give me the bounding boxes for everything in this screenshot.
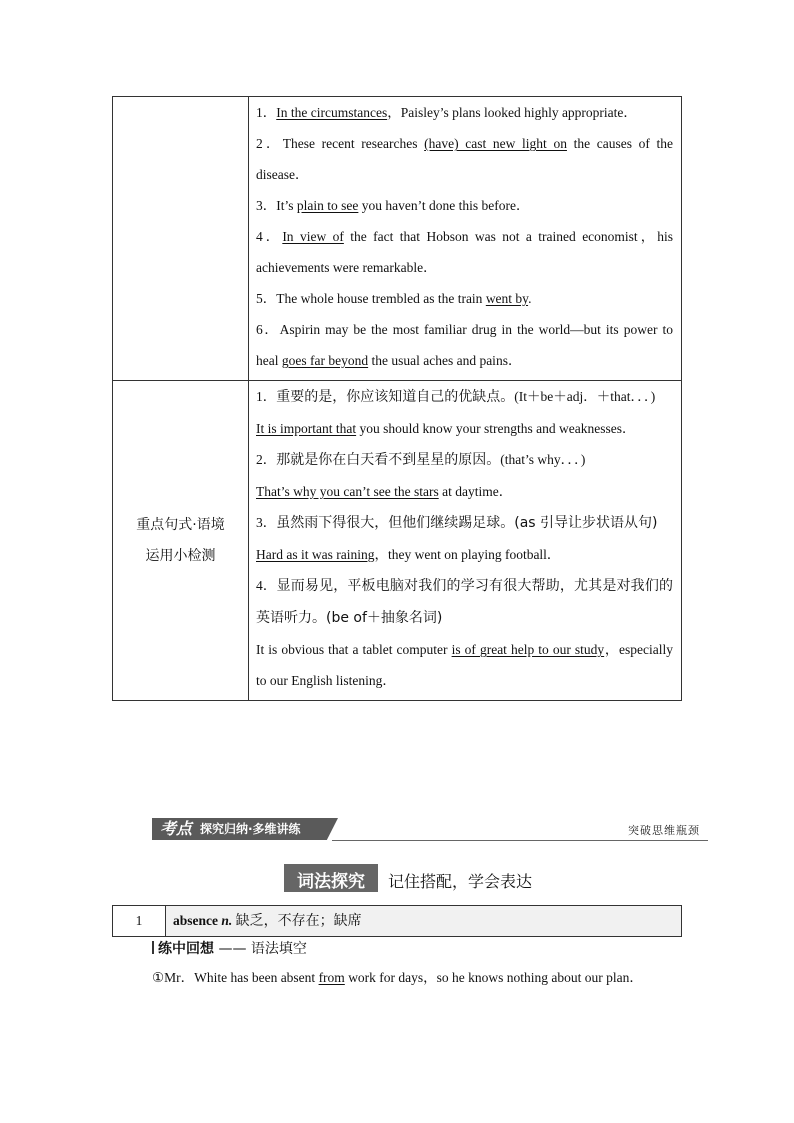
answer-underline: In the circumstances	[276, 105, 388, 120]
answer-underline: plain to see	[296, 198, 359, 213]
answer-underline: Hard as it was raining	[256, 547, 375, 562]
vocab-items-cell	[249, 97, 682, 381]
sentence-question-3: 3．虽然雨下得很大，但他们继续踢足球。(as 引导让步状语从句)	[256, 515, 658, 531]
answer-underline: In view of	[282, 229, 344, 244]
sentence-question-2: 2．那就是你在白天看不到星星的原因。(that’s why．．．)	[256, 452, 586, 468]
answer-underline: (have) cast new light on	[424, 136, 567, 151]
heading-bar	[152, 941, 154, 954]
sentence-items-cell	[249, 381, 682, 701]
kaodian-banner	[152, 816, 708, 842]
sentence-answer-1: It is important that you should know your strengths and weaknesses．	[256, 421, 636, 436]
vocab-item-4: 4．In view of the fact that Hobson was not a trained economist，his achievements were remarkable．	[256, 229, 673, 275]
banner-rule	[332, 840, 708, 841]
vocab-row	[113, 97, 682, 381]
content-table	[112, 96, 682, 701]
answer-underline: goes far beyond	[281, 353, 369, 368]
banner-text: 探究归纳·多维讲练	[200, 822, 301, 836]
banner-right-text: 突破思维瓶颈	[628, 824, 700, 837]
vocab-item-5: 5．The whole house trembled as the train went by.	[256, 291, 532, 306]
answer-underline: from	[318, 970, 345, 985]
sentence-answer-4: It is obvious that a tablet computer is of great help to our study，especially to our English listening．	[256, 642, 673, 688]
vocab-entry-header	[112, 905, 682, 937]
sentence-question-1: 1．重要的是，你应该知道自己的优缺点。(It＋be＋adj．＋that．．．)	[256, 389, 656, 405]
answer-underline: is of great help to our study	[451, 642, 605, 657]
answer-underline: It is important that	[256, 421, 357, 436]
practice-heading: 练中回想 —— 语法填空	[152, 938, 307, 958]
section-label-line1: 重点句式·语境	[136, 516, 225, 533]
sentence-label-cell	[113, 381, 249, 701]
vocab-item-1: 1．In the circumstances，Paisley’s plans looked highly appropriate．	[256, 105, 637, 120]
entry-word: absence n. 缺乏，不存在；缺席	[173, 913, 362, 929]
answer-underline: That’s why you can’t see the stars	[256, 484, 439, 499]
vocab-item-3: 3．It’s plain to see you haven’t done this before．	[256, 198, 530, 213]
vocab-label-cell	[113, 97, 249, 381]
exercise-sentence: ①Mr．White has been absent from work for days，so he knows nothing about our plan．	[152, 970, 643, 985]
entry-number: 1	[113, 906, 166, 936]
section-label-line2: 运用小检测	[145, 547, 216, 564]
section-title-box: 词法探究	[284, 864, 378, 892]
section-subtitle: 记住搭配，学会表达	[388, 872, 533, 891]
banner-tag: 考点	[160, 819, 193, 838]
sentence-answer-2: That’s why you can’t see the stars at daytime．	[256, 484, 513, 499]
vocab-item-6: 6．Aspirin may be the most familiar drug in the world—but its power to heal goes far beyond the usual aches and pains．	[256, 322, 673, 368]
sentence-row	[113, 381, 682, 701]
vocab-item-2: 2．These recent researches (have) cast new light on the causes of the disease．	[256, 136, 673, 182]
sentence-answer-3: Hard as it was raining，they went on playing football．	[256, 547, 561, 562]
answer-underline: went by	[485, 291, 529, 306]
sentence-question-4: 4．显而易见，平板电脑对我们的学习有很大帮助，尤其是对我们的英语听力。(be of＋抽象名词)	[256, 578, 673, 626]
